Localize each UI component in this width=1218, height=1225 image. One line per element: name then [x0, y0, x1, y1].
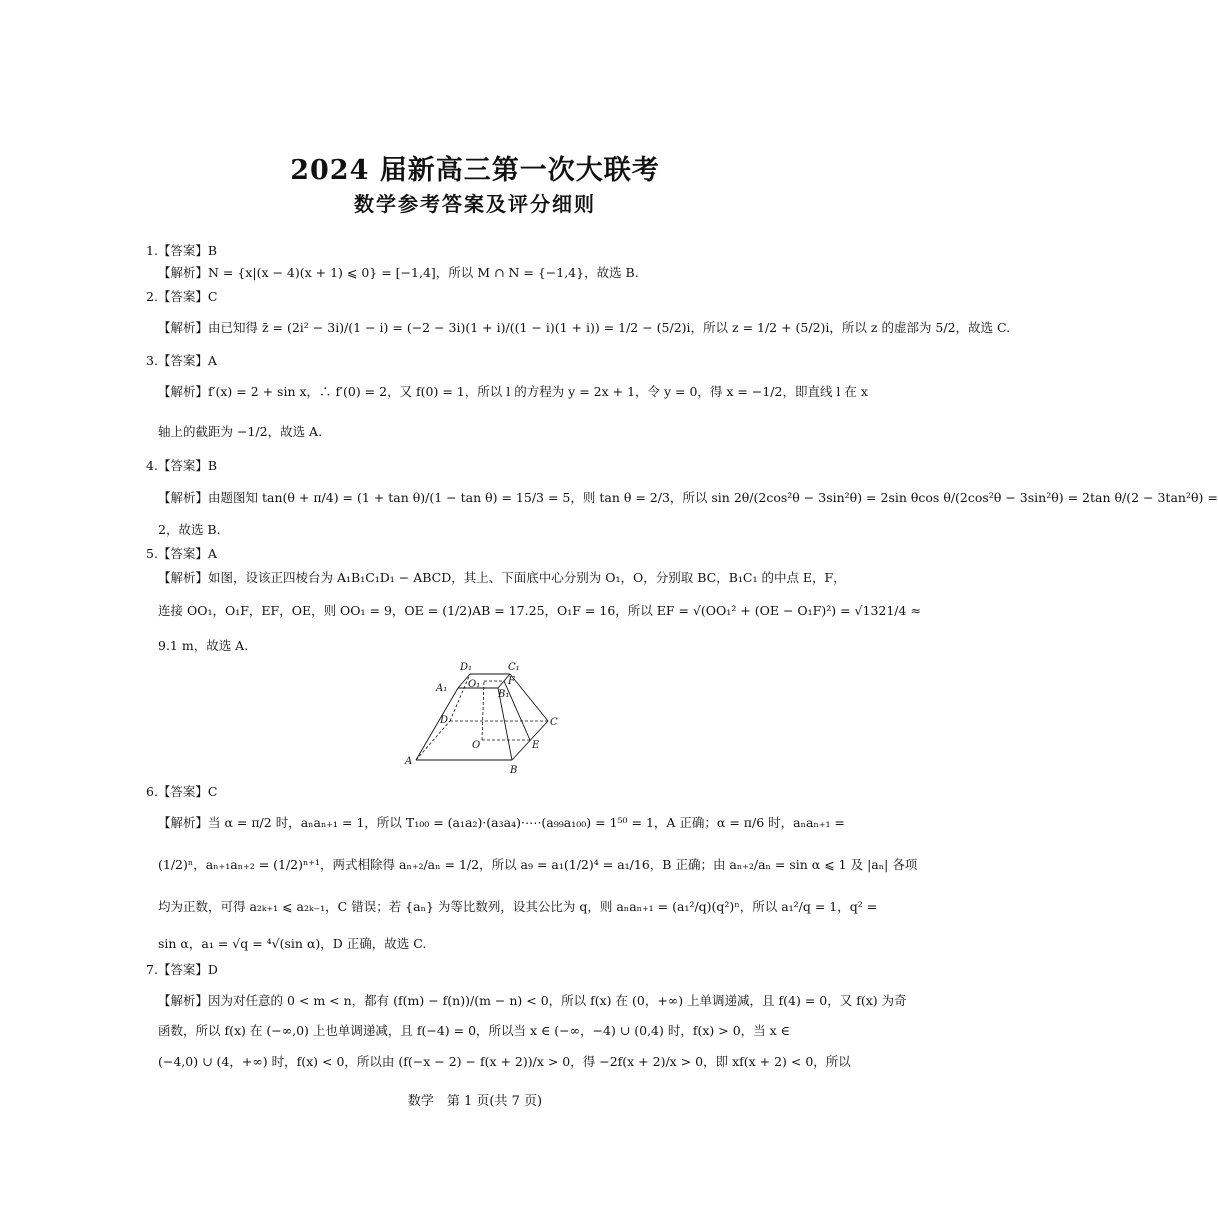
- label-o: O: [472, 740, 481, 751]
- q5-solution-end: 9.1 m，故选 A.: [158, 638, 249, 653]
- frustum-figure: [400, 660, 570, 776]
- q7-solution: 【解析】因为对任意的 0 < m < n，都有 (f(m) − f(n))/(m − n) < 0，所以 f(x) 在 (0，+∞) 上单调递减，且 f(4) = 0，又 f(x) 为奇: [158, 993, 907, 1008]
- q6-solution-end: sin α，a₁ = √q = ⁴√(sin α)，D 正确，故选 C.: [158, 936, 427, 951]
- q3-solution: 【解析】f′(x) = 2 + sin x，∴ f′(0) = 2，又 f(0) = 1，所以 l 的方程为 y = 2x + 1，令 y = 0，得 x = −1/2，即直线 l 在 x: [158, 384, 868, 399]
- page-subtitle: 数学参考答案及评分细则: [354, 192, 596, 216]
- page-title: 2024 届新高三第一次大联考: [290, 155, 660, 186]
- page-footer: 数学 第 1 页(共 7 页): [407, 1094, 543, 1109]
- q3-solution-cont: 轴上的截距为 −1/2，故选 A.: [158, 424, 323, 439]
- q7-solution-cont: 函数，所以 f(x) 在 (−∞,0) 上也单调递减，且 f(−4) = 0，所以当 x ∈ (−∞，−4) ∪ (0,4) 时，f(x) > 0，当 x ∈: [158, 1023, 790, 1038]
- q1-answer: 1.【答案】B: [146, 243, 218, 258]
- label-b1: B₁: [498, 689, 510, 700]
- label-c1: C₁: [508, 662, 520, 673]
- q4-solution: 【解析】由题图知 tan(θ + π/4) = (1 + tan θ)/(1 − tan θ) = 15/3 = 5，则 tan θ = 2/3，所以 sin 2θ/(2cos²θ − 3sin²θ) = 2sin θcos θ/(2cos²θ − 3sin²θ) = 2tan θ/(2 − 3tan²θ) =: [158, 490, 1218, 505]
- label-d: D: [440, 715, 449, 726]
- q6-solution: 【解析】当 α = π/2 时，aₙaₙ₊₁ = 1，所以 T₁₀₀ = (a₁a₂)·(a₃a₄)·⋯·(a₉₉a₁₀₀) = 1⁵⁰ = 1，A 正确；α = π/6 时，aₙaₙ₊₁ =: [158, 815, 845, 830]
- q4-solution-cont: 2，故选 B.: [158, 522, 221, 537]
- q6-answer: 6.【答案】C: [146, 784, 218, 799]
- q5-solution: 【解析】如图，设该正四棱台为 A₁B₁C₁D₁ − ABCD，其上、下面底中心分别为 O₁，O，分别取 BC，B₁C₁ 的中点 E，F，: [158, 570, 846, 585]
- q3-answer: 3.【答案】A: [146, 353, 217, 368]
- q5-answer: 5.【答案】A: [146, 546, 217, 561]
- q7-solution-cont2: (−4,0) ∪ (4，+∞) 时，f(x) < 0，所以由 (f(−x − 2) − f(x + 2))/x > 0，得 −2f(x + 2)/x > 0，即 xf(x + 2) < 0，所以: [158, 1054, 851, 1069]
- q6-solution-cont: (1/2)ⁿ，aₙ₊₁aₙ₊₂ = (1/2)ⁿ⁺¹，两式相除得 aₙ₊₂/aₙ = 1/2，所以 a₉ = a₁(1/2)⁴ = a₁/16，B 正确；由 aₙ₊₂/aₙ = sin α ⩽ 1 及 |aₙ| 各项: [158, 857, 918, 872]
- q7-answer: 7.【答案】D: [146, 962, 218, 977]
- q2-solution: 【解析】由已知得 z̄ = (2i² − 3i)/(1 − i) = (−2 − 3i)(1 + i)/((1 − i)(1 + i)) = 1/2 − (5/2)i，所以 z = 1/2 + (5/2)i，所以 z 的虚部为 5/2，故选 C.: [158, 320, 1011, 335]
- label-f: F: [508, 676, 515, 687]
- label-c: C: [550, 717, 558, 728]
- q5-solution-cont: 连接 OO₁，O₁F，EF，OE，则 OO₁ = 9，OE = (1/2)AB = 17.25，O₁F = 16，所以 EF = √(OO₁² + (OE − O₁F)²) = √1321/4 ≈: [158, 603, 921, 618]
- label-e: E: [532, 740, 540, 751]
- label-o1: O₁: [468, 679, 481, 690]
- label-b: B: [510, 765, 518, 776]
- label-a: A: [405, 756, 413, 767]
- q2-answer: 2.【答案】C: [146, 289, 218, 304]
- q6-solution-cont2: 均为正数，可得 a₂ₖ₊₁ ⩽ a₂ₖ₋₁，C 错误；若 {aₙ} 为等比数列，设其公比为 q，则 aₙaₙ₊₁ = (a₁²/q)(q²)ⁿ，所以 a₁²/q = 1，q² =: [158, 899, 878, 914]
- q4-answer: 4.【答案】B: [146, 458, 218, 473]
- q1-solution: 【解析】N = {x|(x − 4)(x + 1) ⩽ 0} = [−1,4]，所以 M ∩ N = {−1,4}，故选 B.: [158, 265, 639, 280]
- label-d1: D₁: [460, 662, 473, 673]
- label-a1: A₁: [436, 683, 448, 694]
